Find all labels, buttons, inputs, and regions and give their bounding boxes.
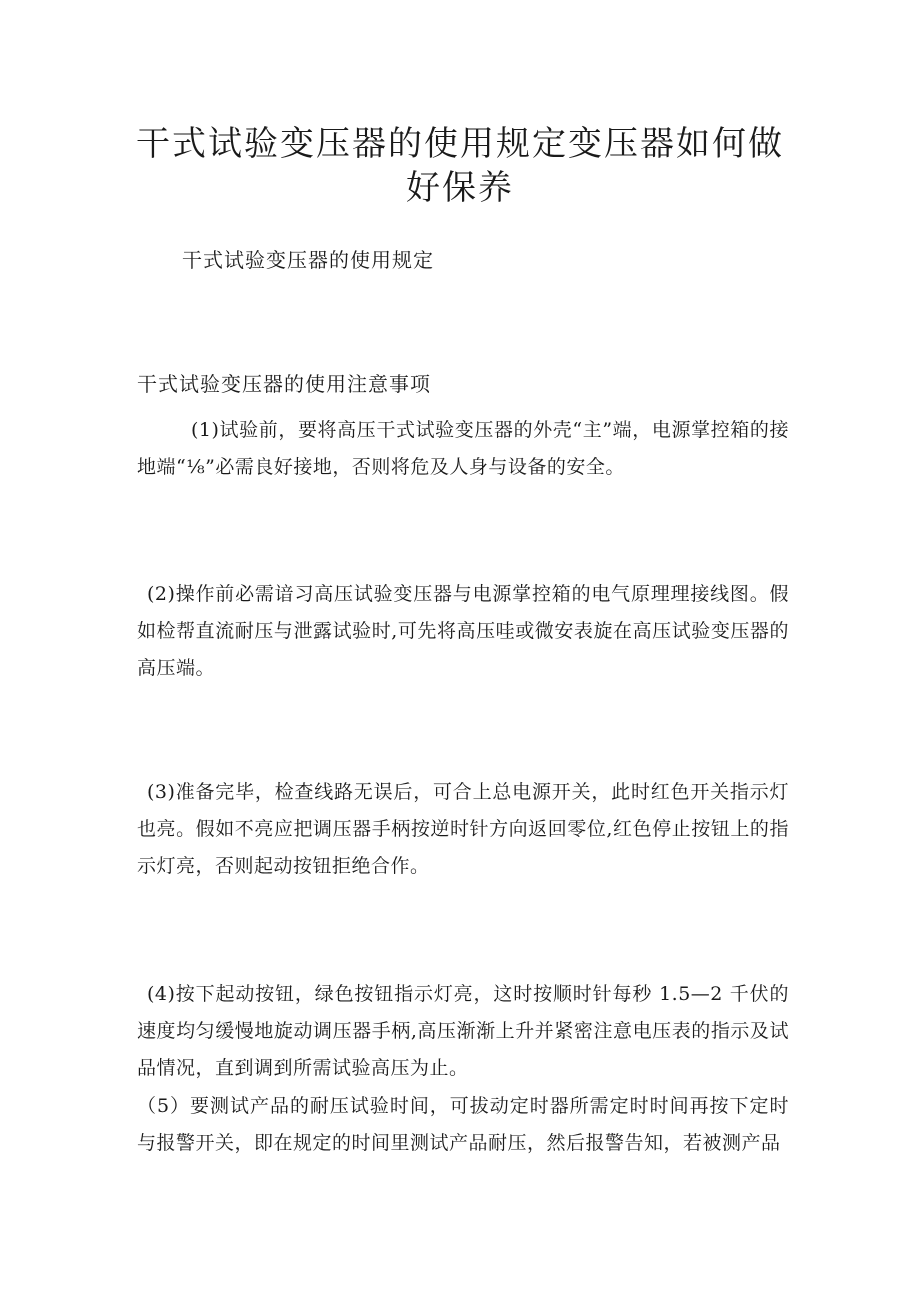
paragraph-2: (2)操作前必需谙习高压试验变压器与电源掌控箱的电气原理理接线图。假如检帮直流耐压与泄露试验时,可先将高压哇或微安表旋在高压试验变压器的高压端。 <box>137 583 789 679</box>
document-subtitle: 干式试验变压器的使用规定 <box>182 248 434 272</box>
paragraph-4: (4)按下起动按钮，绿色按钮指示灯亮，这时按顺时针每秒 1.5—2 千伏的速度均匀缓慢地旋动调压器手柄,高压渐渐上升并紧密注意电压表的指示及试品情况，直到调到所需试验高压为止。 <box>137 983 789 1079</box>
paragraph-3: (3)准备完毕，检查线路无误后，可合上总电源开关，此时红色开关指示灯也亮。假如不亮应把调压器手柄按逆时针方向返回零位,红色停止按钮上的指示灯亮，否则起动按钮拒绝合作。 <box>137 781 789 877</box>
paragraph-5: （5）要测试产品的耐压试验时间，可拔动定时器所需定时时间再按下定时与报警开关，即在规定的时间里测试产品耐压，然后报警告知，若被测产品 <box>137 1095 789 1154</box>
section-heading: 干式试验变压器的使用注意事项 <box>137 372 431 396</box>
document-title: 干式试验变压器的使用规定变压器如何做好保养 <box>136 124 784 208</box>
paragraph-1: (1)试验前，要将高压干式试验变压器的外壳“主”端，电源掌控箱的接地端“⅛”必需良好接地，否则将危及人身与设备的安全。 <box>137 419 789 478</box>
